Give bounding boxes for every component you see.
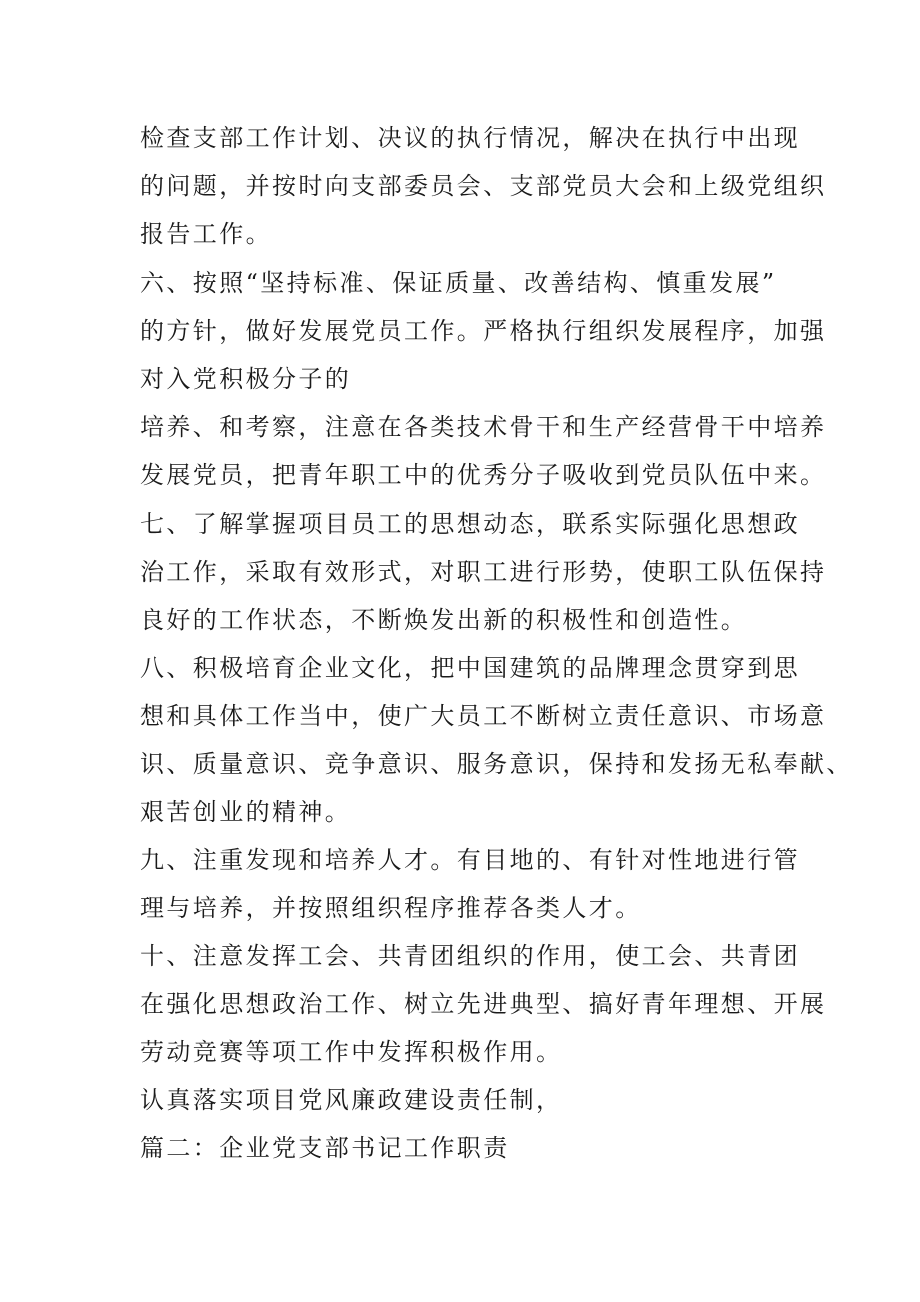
text-line: 六、按照“坚持标准、保证质量、改善结构、慎重发展” — [140, 269, 777, 297]
text-line: 识、质量意识、竞争意识、服务意识，保持和发扬无私奉献、 — [140, 750, 853, 778]
text-line: 培养、和考察，注意在各类技术骨干和生产经营骨干中培养 — [140, 413, 827, 441]
text-line: 九、注重发现和培养人才。有目地的、有针对性地进行管 — [140, 846, 800, 874]
text-line: 认真落实项目党风廉政建设责任制， — [140, 1086, 563, 1114]
text-line: 七、了解掌握项目员工的思想动态，联系实际强化思想政 — [140, 510, 800, 538]
text-line: 十、注意发挥工会、共青团组织的作用，使工会、共青团 — [140, 942, 800, 970]
text-line: 的方针，做好发展党员工作。严格执行组织发展程序，加强 — [140, 317, 827, 345]
text-line: 艰苦创业的精神。 — [140, 798, 352, 826]
text-line: 八、积极培育企业文化，把中国建筑的品牌理念贯穿到思 — [140, 654, 800, 682]
text-line: 良好的工作状态，不断焕发出新的积极性和创造性。 — [140, 606, 748, 634]
section-heading: 篇二：企业党支部书记工作职责 — [140, 1134, 510, 1162]
text-line: 对入党积极分子的 — [140, 365, 352, 393]
text-line: 的问题，并按时向支部委员会、支部党员大会和上级党组织 — [140, 172, 827, 200]
text-line: 劳动竞赛等项工作中发挥积极作用。 — [140, 1038, 563, 1066]
text-line: 检查支部工作计划、决议的执行情况，解决在执行中出现 — [140, 124, 800, 152]
text-line: 想和具体工作当中，使广大员工不断树立责任意识、市场意 — [140, 702, 827, 730]
text-line: 报告工作。 — [140, 220, 272, 248]
text-line: 发展党员，把青年职工中的优秀分子吸收到党员队伍中来。 — [140, 461, 827, 489]
text-line: 在强化思想政治工作、树立先进典型、搞好青年理想、开展 — [140, 990, 827, 1018]
text-line: 理与培养，并按照组织程序推荐各类人才。 — [140, 894, 642, 922]
text-line: 治工作，采取有效形式，对职工进行形势，使职工队伍保持 — [140, 558, 827, 586]
